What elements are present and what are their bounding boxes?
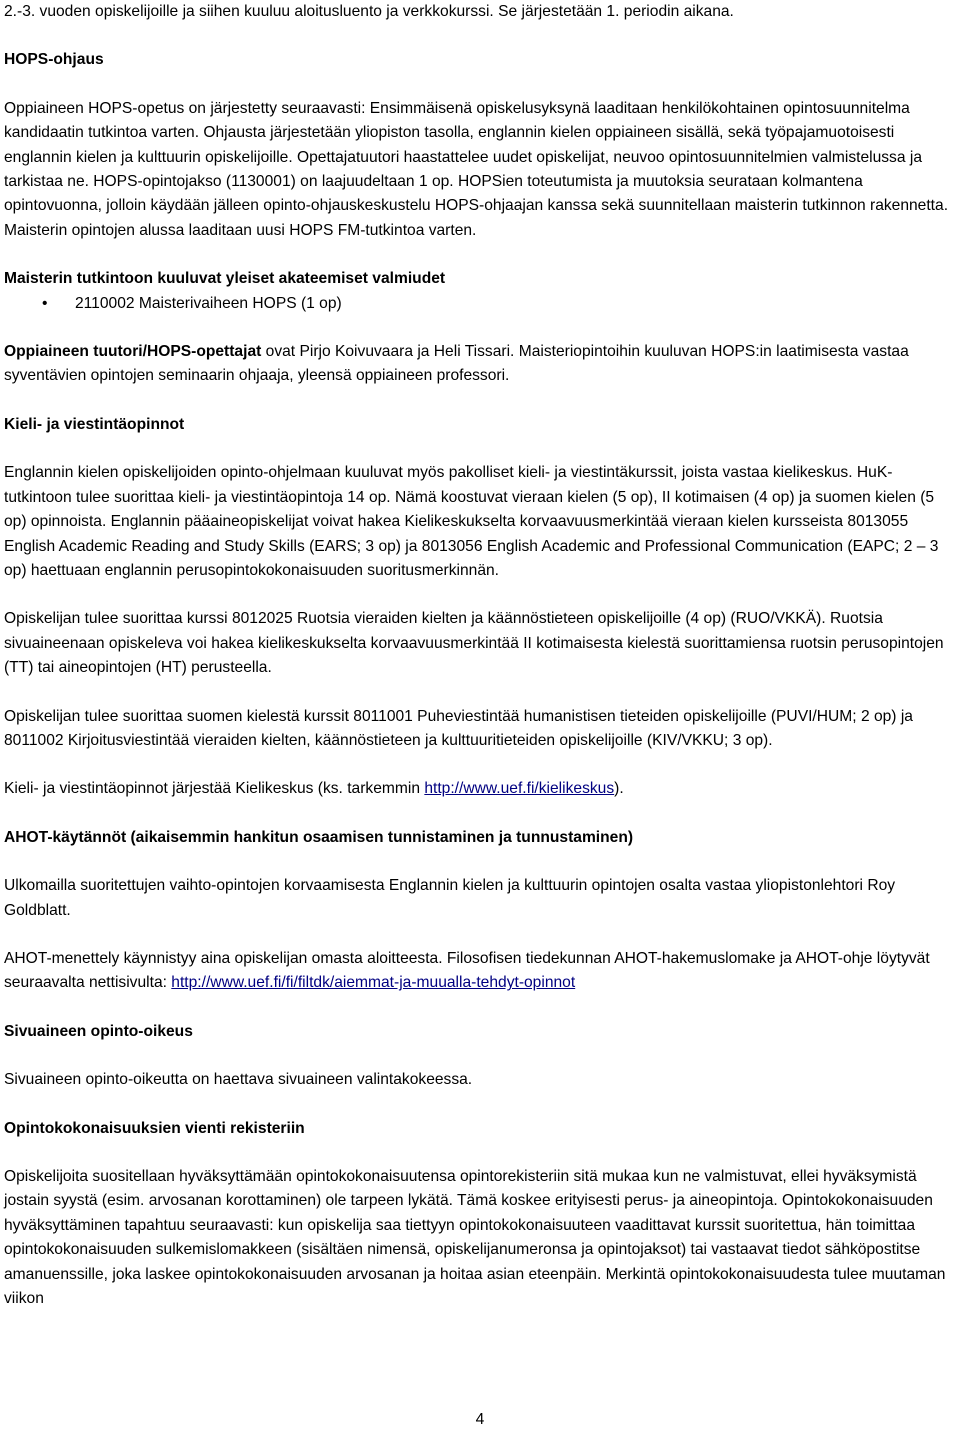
page-number: 4 [475,1411,485,1428]
kielikeskus-link[interactable]: http://www.uef.fi/kielikeskus [424,780,615,798]
tutors-paragraph [4,340,956,389]
list-item: • 2110002 Maisterivaiheen HOPS (1 op) [4,292,956,316]
sivuaine-paragraph: Sivuaineen opinto-oikeutta on haettava sivuaineen valintakokeessa. [4,1071,473,1089]
ahot-heading: AHOT-käytännöt (aikaisemmin hankitun osaamisen tunnistaminen ja tunnustaminen) [4,828,634,846]
tutors-text: ovat Pirjo Koivuvaara ja Heli Tissari. Maisteriopintoihin kuuluvan HOPS:in laatimisesta vastaa syventävien opintojen seminaarin ohjaaja, yleensä oppiaineen professori. [4,343,909,385]
kieli-heading: Kieli- ja viestintäopinnot [4,415,185,433]
rekisteri-heading: Opintokokonaisuuksien vienti rekisteriin [4,1119,305,1137]
kieli-p4-text: Kieli- ja viestintäopinnot järjestää Kielikeskus (ks. tarkemmin [4,780,425,798]
intro-paragraph: 2.-3. vuoden opiskelijoille ja siihen kuuluu aloitusluento ja verkkokurssi. Se järjestetään 1. periodin aikana. [4,3,734,20]
sivuaine-heading: Sivuaineen opinto-oikeus [4,1022,193,1040]
maisteri-bullet-list [4,292,956,316]
ahot-paragraph-1: Ulkomailla suoritettujen vaihto-opintojen korvaamisesta Englannin kielen ja kulttuurin opintojen osalta vastaa yliopistonlehtori Roy Goldblatt. [4,877,896,919]
kieli-paragraph-2: Opiskelijan tulee suorittaa kurssi 8012025 Ruotsia vieraiden kielten ja käännöstieteen opiskelijoille (4 op) (RUO/VKKÄ). Ruotsia sivuaineenaan opiskeleva voi hakea kielikeskukselta korvaavuusmerkintää II kotimaisesta kielestä suorittamiensa ruotsin perusopintojen (TT) tai aineopintojen (HT) perusteella. [4,610,944,677]
kieli-paragraph-4 [4,777,956,801]
kieli-paragraph-1: Englannin kielen opiskelijoiden opinto-ohjelmaan kuuluvat myös pakolliset kieli- ja viestintäkurssit, joista vastaa kielikeskus. HuK-tutkintoon tulee suorittaa kieli- ja viestintäopintoja 14 op. Nämä koostuvat vieraan kielen (5 op), II kotimaisen (4 op) ja suomen kielen (5 op) opinnoista. Englannin pääaineopiskelijat voivat hakea Kielikeskukselta korvaavuusmerkintää vieraan kielen kursseista 8013055 English Academic Reading and Study Skills (EARS; 3 op) ja 8013056 English Academic and Professional Communication (EAPC; 2 – 3 op) haettuaan englannin perusopintokokonaisuuden suoritusmerkinnän. [4,464,939,579]
ahot-paragraph-2 [4,947,956,996]
hops-paragraph: Oppiaineen HOPS-opetus on järjestetty seuraavasti: Ensimmäisenä opiskelusyksynä laaditaan henkilökohtainen opintosuunnitelma kandidaatin tutkintoa varten. Ohjausta järjestetään yliopiston tasolla, englannin kielen oppiaineen sisällä, sekä työpajamuotoisesti englannin kielen ja kulttuurin opiskelijoille. Opettajatuutori haastattelee uudet opiskelijat, neuvoo opintosuunnitelmien valmistelussa ja tarkistaa ne. HOPS-opintojakso (1130001) on laajuudeltaan 1 op. HOPSien toteutumista ja muutoksia seurataan kolmantena opintovuonna, jolloin käydään jälleen opinto-ohjauskeskustelu HOPS-ohjaajan kanssa sekä suunnitellaan maisterin tutkinnon rakennetta. Maisterin opintojen alussa laaditaan uusi HOPS FM-tutkintoa varten. [4,99,949,239]
maisteri-heading: Maisterin tutkintoon kuuluvat yleiset akateemiset valmiudet [4,270,446,288]
ahot-link[interactable]: http://www.uef.fi/fi/filtdk/aiemmat-ja-muualla-tehdyt-opinnot [171,974,576,992]
rekisteri-paragraph: Opiskelijoita suositellaan hyväksyttämään opintokokonaisuutensa opintorekisteriin sitä mukaa kun ne valmistuvat, ellei hyväksymistä jostain syystä (esim. arvosanan korottaminen) ole tarpeen lykätä. Tämä koskee erityisesti perus- ja aineopintoja. Opintokokonaisuuden hyväksyttäminen tapahtuu seuraavasti: kun opiskelija saa tiettyyn opintokokonaisuuteen vaadittavat kurssit suoritettua, hän toimittaa opintokokonaisuuden sulkemislomakkeen (sisältäen nimensä, opiskelijanumeronsa ja opintojaksot) tai vastaavat tiedot sähköpostitse amanuenssille, joka laskee opintokokonaisuuden arvosanan ja hoitaa asian eteenpäin. Merkintä opintokokonaisuudesta tulee muutaman viikon [4,1168,946,1308]
kieli-p4-end: ). [614,780,624,798]
ahot-p2-text: AHOT-menettely käynnistyy aina opiskelijan omasta aloitteesta. Filosofisen tiedekunnan AHOT-hakemuslomake ja AHOT-ohje löytyvät seuraavalta nettisivulta: [4,949,930,992]
kieli-paragraph-3: Opiskelijan tulee suorittaa suomen kielestä kurssit 8011001 Puheviestintää humanistisen tieteiden opiskelijoille (PUVI/HUM; 2 op) ja 8011002 Kirjoitusviestintää vieraiden kielten, käännöstieteen ja kulttuuritieteiden opiskelijoille (KIV/VKKU; 3 op). [4,707,913,749]
tutors-label: Oppiaineen tuutori/HOPS-opettajat [4,343,262,361]
hops-heading: HOPS-ohjaus [4,51,104,69]
